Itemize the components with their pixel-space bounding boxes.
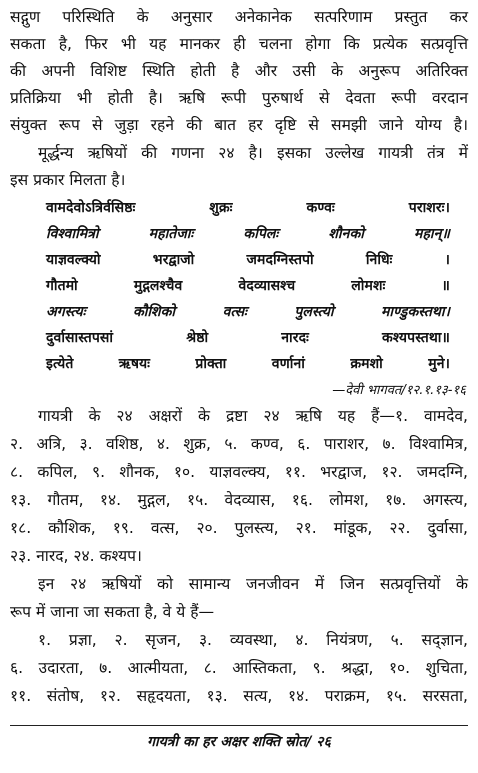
page-footer: गायत्री का हर अक्षर शक्ति स्रोत/ २६ bbox=[147, 734, 331, 750]
verse-line-4: गौतमो मुद्गलश्चैव वेदव्यासश्च लोमशः ॥ bbox=[46, 278, 450, 294]
paragraph-1-line-4: प्रतिक्रिया भी होती है। ऋषि रूपी पुरुषार्थ से देवता रूपी वरदान bbox=[10, 89, 468, 107]
paragraph-3-line-2: २. अत्रि, ३. वशिष्ठ, ४. शुक्र, ५. कण्व, ६. पाराशर, ७. विश्वामित्र, bbox=[10, 435, 468, 453]
paragraph-5-line-3: ११. संतोष, १२. सहृदयता, १३. सत्य, १४. पराक्रम, १५. सरसता, bbox=[10, 687, 468, 705]
verse-line-2: विश्वामित्रो महातेजाः कपिलः शौनको महान्॥ bbox=[46, 226, 450, 242]
verse-line-3: याज्ञवल्क्यो भरद्वाजो जमदग्निस्तपो निधिः । bbox=[46, 252, 450, 268]
verse-citation: —देवी भागवत/१२.१.१३-१६ bbox=[332, 383, 466, 398]
verse-line-5: अगस्त्यः कौशिको वत्सः पुलस्त्यो माण्डुकस्तथा। bbox=[46, 304, 450, 320]
footer-divider bbox=[10, 725, 468, 726]
paragraph-1-line-5: संयुक्त रूप से जुड़ा रहने की बात हर दृष्टि से समझी जाने योग्य है। bbox=[10, 116, 468, 134]
paragraph-1-line-1: सद्गुण परिस्थिति के अनुसार अनेकानेक सत्परिणाम प्रस्तुत कर bbox=[10, 8, 468, 26]
paragraph-3-line-4: १३. गौतम, १४. मुद्गल, १५. वेदव्यास, १६. लोमश, १७. अगस्त्य, bbox=[10, 491, 468, 509]
paragraph-3-line-6: २३. नारद, २४. कश्यप। bbox=[10, 547, 142, 565]
paragraph-4-line-2: रूप में जाना जा सकता है, वे ये हैं— bbox=[10, 603, 215, 621]
paragraph-5-line-1: १. प्रज्ञा, २. सृजन, ३. व्यवस्था, ४. नियंत्रण, ५. सद्ज्ञान, bbox=[38, 631, 468, 649]
paragraph-2-line-2: इस प्रकार मिलता है। bbox=[10, 171, 126, 189]
paragraph-3-line-5: १८. कौशिक, १९. वत्स, २०. पुलस्त्य, २१. मांडूक, २२. दुर्वासा, bbox=[10, 519, 468, 537]
paragraph-1-line-2: सकता है, फिर भी यह मानकर ही चलना होगा कि प्रत्येक सत्प्रवृत्ति bbox=[10, 35, 468, 53]
paragraph-1-line-3: की अपनी विशिष्ट स्थिति होती है और उसी के अनुरूप अतिरिक्त bbox=[10, 62, 468, 80]
verse-line-7: इत्येते ऋषयः प्रोक्ता वर्णानां क्रमशो मुने। bbox=[46, 356, 450, 372]
paragraph-3-line-3: ८. कपिल, ९. शौनक, १०. याज्ञवल्क्य, ११. भरद्वाज, १२. जमदग्नि, bbox=[10, 463, 468, 481]
verse-line-1: वामदेवोऽत्रिर्वसिष्ठः शुक्रः कण्वः पराशरः। bbox=[46, 200, 450, 216]
paragraph-4-line-1: इन २४ ऋषियों को सामान्य जनजीवन में जिन सत्प्रवृत्तियों के bbox=[38, 575, 468, 593]
verse-line-6: दुर्वासास्तपसां श्रेष्ठो नारदः कश्यपस्तथा॥ bbox=[46, 330, 450, 346]
paragraph-3-line-1: गायत्री के २४ अक्षरों के द्रष्टा २४ ऋषि यह हैं—१. वामदेव, bbox=[38, 407, 468, 425]
paragraph-2-line-1: मूर्द्धन्य ऋषियों की गणना २४ है। इसका उल्लेख गायत्री तंत्र में bbox=[38, 144, 468, 162]
paragraph-5-line-2: ६. उदारता, ७. आत्मीयता, ८. आस्तिकता, ९. श्रद्धा, १०. शुचिता, bbox=[10, 659, 468, 677]
